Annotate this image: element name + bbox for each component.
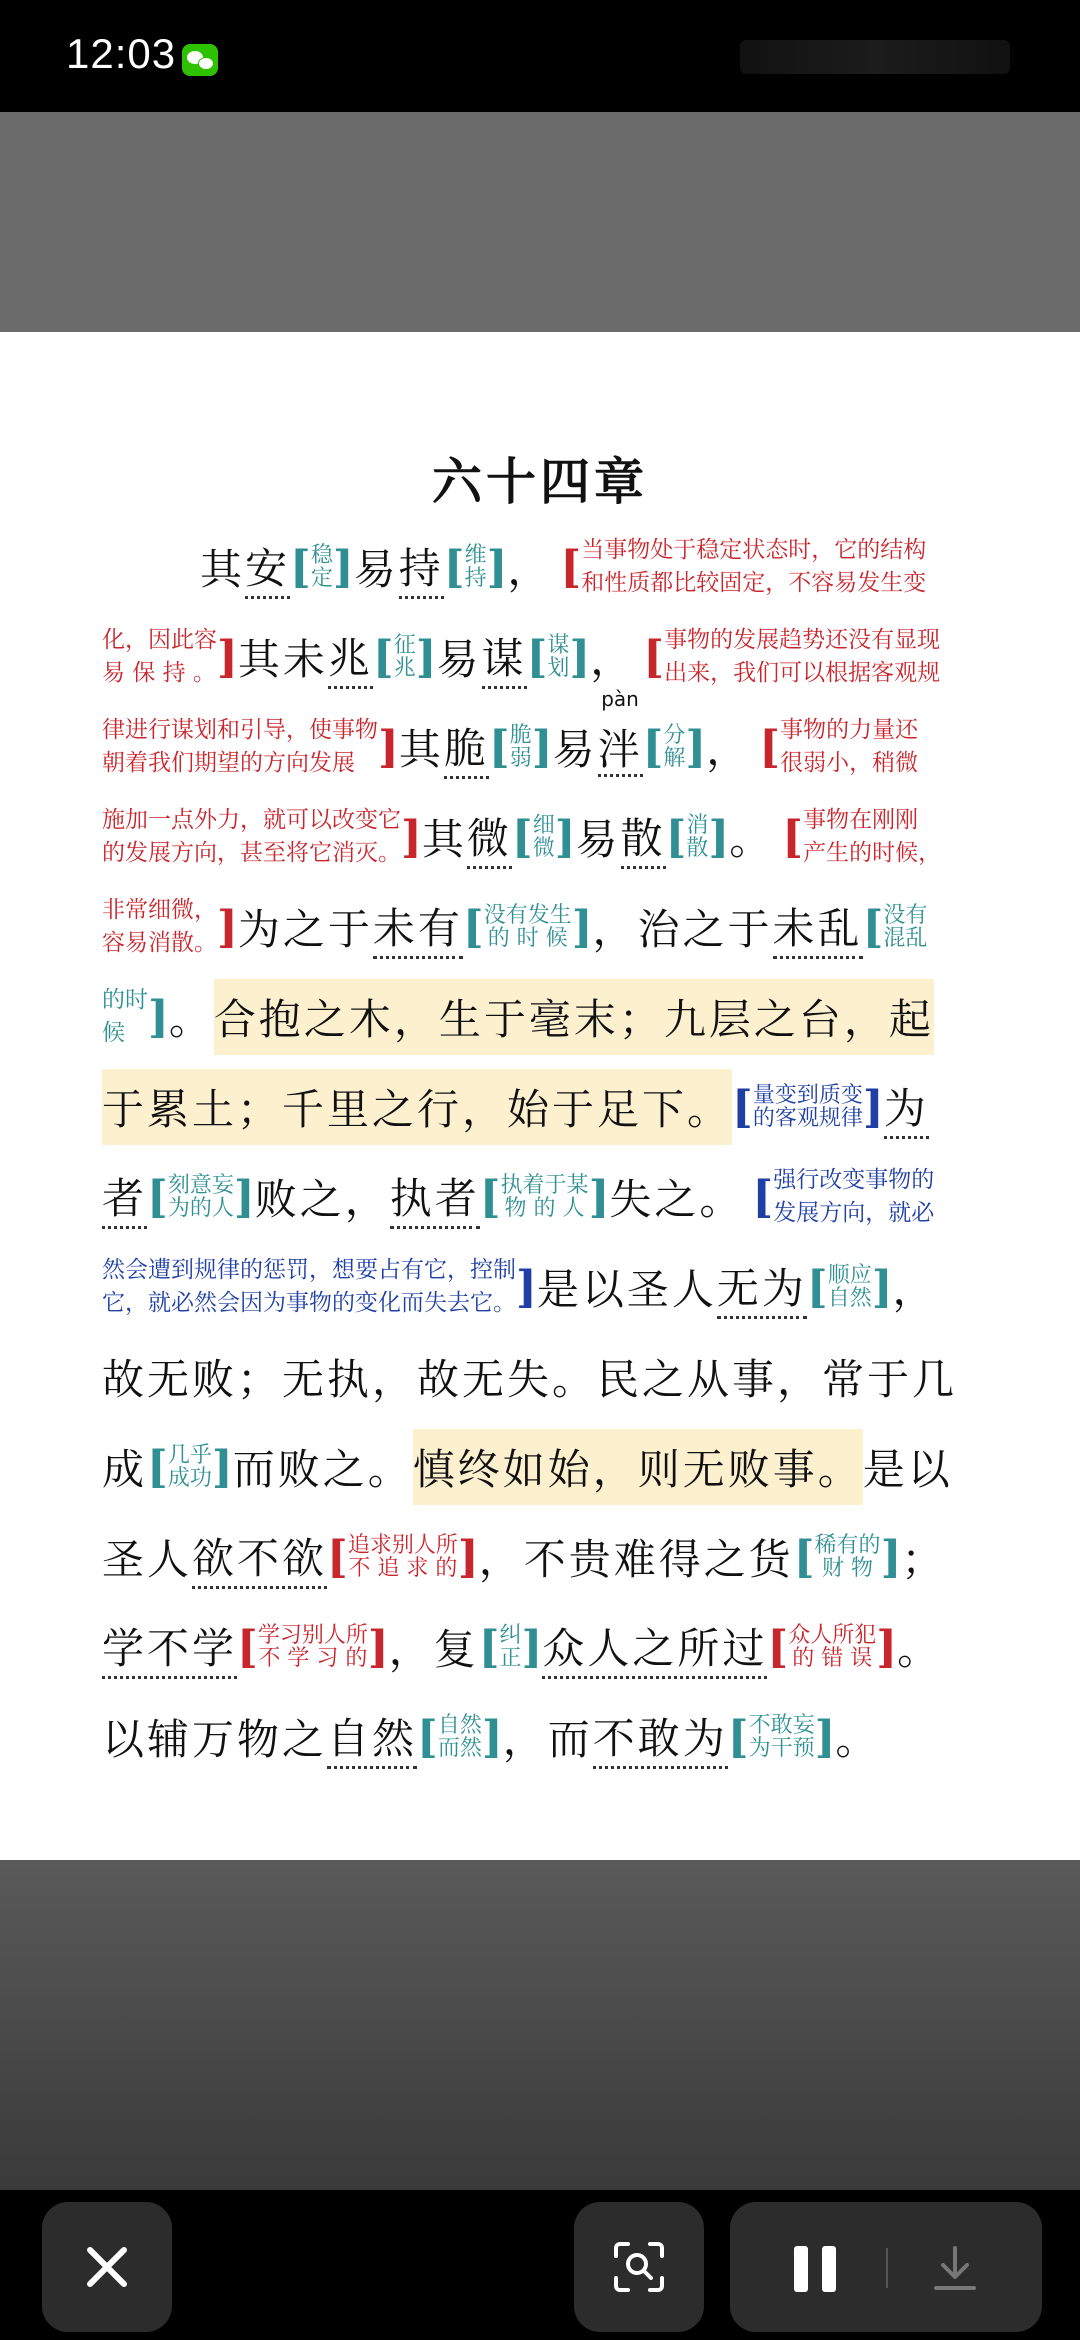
body-text: 是以圣人 [536,1265,717,1314]
body-text: ； [901,1535,947,1584]
text-line [102,882,982,972]
gloss-note [348,1534,458,1580]
body-text: ，治之于 [592,905,773,954]
gloss-note [311,544,333,590]
highlighted-text: 慎终如始，则无败事。 [413,1429,863,1505]
gloss-line: 谋 [547,632,570,658]
commentary-line: 律进行谋划和引导，使事物 [102,716,378,743]
text-line [102,1602,982,1692]
bracket-close: ] [588,1171,610,1223]
underlined-term: 自然 [327,1706,417,1769]
body-text: ，不贵难得之货 [478,1535,794,1584]
bracket-open: [ [793,1531,815,1583]
commentary-line: 化，因此容 [102,626,217,653]
gloss-line: 成功 [167,1466,212,1491]
bracket-close: ] [814,1711,836,1763]
commentary-note [102,1254,516,1321]
body-text: 易 [436,635,482,684]
bracket-open: [ [290,541,311,593]
bracket-open: [ [665,811,687,863]
highlighted-text: 合抱之木，生于毫末；九层之台，起 [214,979,934,1055]
gloss-line: 散 [686,836,709,861]
bracket-open: [ [478,1621,500,1673]
gloss-line: 的 时 候 [487,926,568,951]
body-text: 易 [575,815,621,864]
control-bar [0,2190,1080,2340]
commentary-note [780,714,918,781]
bracket-open: [ [462,901,484,953]
commentary-line: 施加一点外力，就可以改变它 [102,806,401,833]
text-line [102,1152,982,1242]
gloss-note [788,1624,876,1670]
gloss-line: 不 追 求 的 [348,1556,458,1581]
gloss-line: 维 [464,542,487,568]
body-text: 其 [421,815,467,864]
commentary-line: 强行改变事物的 [773,1166,935,1193]
gloss-line: 纠 [499,1622,522,1648]
text-line [102,1692,982,1782]
body-text: 圣人 [102,1535,193,1584]
bracket-close: ] [880,1531,902,1583]
gloss-line: 征 [393,632,416,658]
bracket-close: ] [569,631,591,683]
body-text: 故无败；无执，故无失。民之从事，常于几 [102,1355,958,1404]
bracket-close: ] [211,1441,233,1493]
gloss-line: 微 [532,836,555,861]
gloss-line: 划 [547,656,570,681]
bracket-open: [ [759,721,781,773]
gloss-note [547,634,569,680]
gloss-line: 没有发生 [483,902,572,928]
gloss-note [168,1174,234,1220]
text-line [102,612,982,702]
pause-icon[interactable] [794,2246,836,2292]
document-text [102,522,982,1782]
scan-search-icon [612,2240,666,2294]
gloss-line: 分 [663,722,686,748]
underlined-term: 欲不欲 [192,1526,327,1589]
gloss-line: 定 [310,566,333,591]
body-text: 。 [168,995,214,1044]
gloss-note [465,544,487,590]
gloss-note [749,1714,815,1760]
gloss-note [883,904,927,950]
bracket-close: ] [531,721,553,773]
underlined-term: 为 [884,1076,929,1139]
commentary-line: 当事物处于稳定状态时，它的结构 [581,536,927,563]
gloss-line: 执着于某 [500,1172,589,1198]
gloss-note [533,814,555,860]
text-line [102,1512,982,1602]
underlined-term: 微 [467,806,512,869]
gloss-line: 自然 [827,1286,872,1311]
status-time: 12:03 [66,30,177,77]
bracket-close: ] [685,721,707,773]
bracket-close: ] [862,1081,884,1133]
commentary-line: 和性质都比较固定，不容易发生变 [581,570,927,596]
gloss-line: 细 [532,812,555,838]
bracket-close: ] [486,541,508,593]
body-text: 易 [353,545,399,594]
bracket-open: [ [782,811,804,863]
body-text: 是以 [862,1445,953,1494]
bracket-open: [ [327,1531,348,1583]
gloss-note [394,634,416,680]
gloss-line: 为的人 [167,1196,234,1221]
bracket-open: [ [642,721,664,773]
bracket-open: [ [443,541,465,593]
download-icon[interactable] [928,2242,982,2296]
commentary-note [102,624,217,691]
gloss-note [168,1444,212,1490]
underlined-term: 安 [245,536,290,599]
bracket-open: [ [147,1441,168,1493]
bracket-close: ] [708,811,730,863]
underlined-term: 学不学 [102,1616,237,1679]
gloss-line: 不 学 习 的 [258,1646,368,1671]
commentary-line: 出来，我们可以根据客观规 [664,660,941,686]
underlined-term: 执者 [390,1166,480,1229]
highlighted-text: 于累土；千里之行，始于足下。 [102,1069,732,1145]
bracket-close: ] [217,901,238,953]
commentary-note [581,534,926,601]
underlined-term: 泮 [598,725,643,777]
commentary-line: 的发展方向，甚至将它消灭。 [102,840,401,866]
gloss-note [438,1714,482,1760]
text-line [102,1422,982,1512]
gloss-line: 刻意妄 [167,1172,234,1198]
body-text: ， [706,725,752,774]
commentary-line: 非常细微， [102,896,217,923]
commentary-line: 候 [102,1020,125,1046]
bracket-close: ] [481,1711,503,1763]
commentary-line: 很弱小，稍微 [780,750,919,776]
gloss-line: 量变到质变 [752,1082,863,1108]
gloss-line: 学习别人所 [257,1622,368,1648]
bracket-open: [ [732,1081,753,1133]
underlined-term: 未有 [373,896,463,959]
body-text: 。 [897,1625,943,1674]
bracket-close: ] [516,1261,537,1313]
body-text: 易 [552,725,598,774]
pinyin-term [597,687,643,777]
bracket-open: [ [643,631,665,683]
gloss-line: 为干预 [748,1736,815,1761]
commentary-note [102,984,148,1051]
bracket-open: [ [479,1171,501,1223]
commentary-line: 的时 [102,986,148,1013]
divider [886,2248,888,2288]
gloss-line: 混乱 [883,926,928,951]
gloss-note [258,1624,368,1670]
bracket-close: ] [217,631,238,683]
gloss-line: 追求别人所 [347,1532,458,1558]
gloss-line: 脆 [509,722,532,748]
gloss-note [484,904,572,950]
bracket-open: [ [560,541,582,593]
commentary-note [664,624,940,691]
bracket-open: [ [526,631,548,683]
gloss-note [753,1084,863,1130]
wechat-notification-icon [182,44,218,76]
commentary-line: 然会遭到规律的惩罚，想要占有它，控制 [102,1256,516,1283]
body-text: 而败之。 [232,1445,413,1494]
status-indicators [740,40,1010,74]
gloss-line: 解 [663,746,686,771]
document-image [0,332,1080,1860]
gloss-line: 稳 [310,542,333,568]
gloss-line: 众人所犯 [788,1622,877,1648]
bracket-close: ] [876,1621,898,1673]
bracket-close: ] [571,901,593,953]
gloss-note [828,1264,872,1310]
body-text: 失之。 [609,1175,745,1224]
commentary-note [102,804,401,871]
bracket-open: [ [862,901,884,953]
gloss-line: 没有 [883,902,928,928]
page-title: 六十四章 [432,452,648,511]
gloss-note [501,1174,589,1220]
body-text: 其未 [237,635,328,684]
commentary-line: 发展方向，就必 [773,1200,935,1226]
bracket-close: ] [401,811,422,863]
bracket-close: ] [148,991,169,1043]
body-text: 其 [398,725,444,774]
gloss-line: 物 的 人 [504,1196,585,1221]
close-button[interactable] [42,2202,172,2332]
gloss-line: 的 错 误 [792,1646,873,1671]
body-text: 为之于 [237,905,373,954]
gloss-line: 自然 [437,1712,482,1738]
gloss-line: 持 [464,566,487,591]
underlined-term: 持 [399,536,444,599]
commentary-line: 产生的时候， [803,840,942,866]
text-line [102,522,982,612]
body-text: 败之， [254,1175,390,1224]
body-text: 以辅万物之 [102,1715,328,1764]
commentary-line: 事物的发展趋势还没有显现 [664,626,941,653]
underlined-term: 众人之所过 [542,1616,767,1679]
gloss-line: 弱 [509,746,532,771]
underlined-term: 谋 [482,626,527,689]
text-line [102,1332,982,1422]
gloss-note [500,1624,522,1670]
status-bar [0,0,1080,112]
gloss-note [510,724,532,770]
body-text: ，而 [502,1715,593,1764]
bracket-close: ] [457,1531,479,1583]
underlined-term: 未乱 [773,896,863,959]
body-text: ， [892,1265,938,1314]
bracket-close: ] [521,1621,543,1673]
gloss-line: 正 [499,1646,522,1671]
text-line [102,1242,982,1332]
gloss-note [686,814,708,860]
pinyin-label: pàn [601,687,639,711]
gloss-note [815,1534,881,1580]
commentary-line: 易 保 持 。 [102,660,216,686]
commentary-line: 事物的力量还 [780,716,919,743]
body-text: 其 [200,545,246,594]
scan-button[interactable] [574,2202,704,2332]
body-text: 。 [835,1715,881,1764]
underlined-term: 者 [102,1166,147,1229]
bracket-open: [ [417,1711,438,1763]
commentary-line: 朝着我们期望的方向发展 [102,750,355,776]
bracket-open: [ [488,721,510,773]
commentary-note [803,804,941,871]
bracket-open: [ [727,1711,749,1763]
bracket-close: ] [554,811,576,863]
gloss-note [663,724,685,770]
bracket-close: ] [367,1621,389,1673]
gloss-line: 几乎 [167,1442,212,1468]
body-text: ， [590,635,636,684]
viewer-backdrop-bottom [0,1860,1080,2190]
gloss-line: 兆 [393,656,416,681]
commentary-line: 它，就必然会因为事物的变化而失去它。 [102,1290,516,1316]
text-line [102,687,982,792]
text-line [102,972,982,1062]
bracket-open: [ [752,1171,774,1223]
bracket-open: [ [767,1621,789,1673]
bracket-close: ] [233,1171,255,1223]
body-text: 成 [102,1445,148,1494]
gloss-line: 不敢妄 [748,1712,815,1738]
bracket-close: ] [378,721,399,773]
text-line [102,792,982,882]
gloss-line: 而然 [437,1736,482,1761]
bracket-open: [ [806,1261,828,1313]
body-text: 。 [729,815,775,864]
bracket-close: ] [332,541,354,593]
close-icon [84,2244,130,2290]
underlined-term: 兆 [328,626,373,689]
gloss-line: 顺应 [827,1262,872,1288]
text-line [102,1062,982,1152]
underlined-term: 不敢为 [593,1706,728,1769]
bracket-open: [ [237,1621,258,1673]
bracket-close: ] [871,1261,893,1313]
commentary-note [773,1164,934,1231]
bracket-close: ] [415,631,437,683]
underlined-term: 散 [621,806,666,869]
media-controls [730,2202,1042,2332]
underlined-term: 脆 [444,716,489,779]
underlined-term: 无为 [717,1256,807,1319]
gloss-line: 的客观规律 [752,1106,863,1131]
commentary-note [102,714,378,781]
body-text: ， [507,545,553,594]
gloss-line: 消 [686,812,709,838]
gloss-line: 财 物 [822,1556,874,1581]
commentary-line: 事物在刚刚 [803,806,919,833]
gloss-line: 稀有的 [814,1532,881,1558]
commentary-line: 容易消散。 [102,930,217,956]
body-text: ，复 [388,1625,479,1674]
bracket-open: [ [372,631,394,683]
bracket-open: [ [147,1171,168,1223]
bracket-open: [ [511,811,533,863]
viewer-backdrop-top [0,112,1080,332]
commentary-note [102,894,217,961]
